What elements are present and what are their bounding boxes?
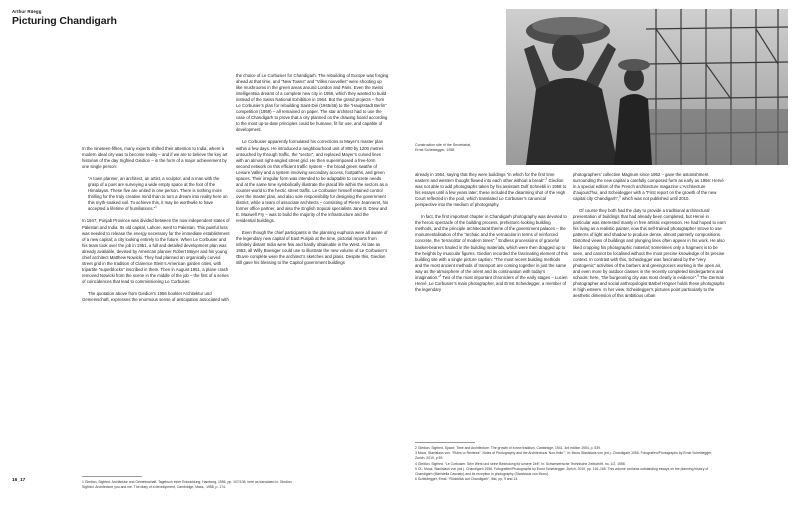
caption-line-2: Ernst Scheidegger, 1958 <box>415 147 455 152</box>
author-name: Arthur Rüegg <box>12 9 42 14</box>
text-run: already in 1954, saying that they were buildings “in which for the first time eastern and western thought flowed into each other without a break”. <box>415 172 555 184</box>
footnotes-left <box>82 476 388 490</box>
paragraph: Le Corbusier apparently formulated his corrections to Mayer’s master plan within a few days. He introduced a neighbourhood unit of 800 by 1200 metres untouched by through traffic, the “sector”, and replaced Mayer’s curved lines with an almost right-angled street grid. He then superimposed a free-form second network on this efficient traffic system – the broad green swathe of Leisure Valley and a system involving secondary access, footpaths, and green spaces. Their irregular form was intended to be adaptable to concrete needs and at the same time symbolically illustrate the placid life within the sectors as a counter-world to the hectic street traffic. Le Corbusier himself retained control over the master plan, and also sole responsibility for designing the government district, while a team of associate architects – consisting of Pierre Jeanneret, his former office partner, and also the English tropical specialists Jane B. Drew and E. Maxwell Fry – was to build the majority of the infrastructure and the residential buildings. <box>236 139 389 224</box>
footnote: 5 Cf.: Moos, Stanislaus von (ed.). Chandigarh 1956. Fotografien/Photographs by Ernst Scheidegger, Zurich, 2010, pp. 116–165. This volume contains outstanding essays on the planning history of Chandigarh (Maristella Casciato) and its reception in photography (Stanislaus von Moos). <box>415 466 709 477</box>
paragraph <box>415 214 568 293</box>
footnote-ref[interactable]: 5 <box>619 194 621 199</box>
paragraph: In the nineteen-fifties, many experts shifted their attention to India, where a modern ideal city was to become reality – and if we are to believe the key art historian of the day Sigfried Giedion – in the form of a major achievement by one single person: <box>82 146 228 170</box>
paragraph: the choice of Le Corbusier for Chandigarh. The rebuilding of Europe was forging ahead at that time, and “New Towns” and “Villes nouvelles” were shooting up like mushrooms in the green areas around London and Paris. Even the Swiss intelligentsia dreamt of a complete new city in 1956, which they wanted to build instead of the Swiss National Exhibition in 1964. But the grand projects – from Le Corbusier’s plan for rebuilding Saint-Dié (1945/46) to the “Hauptstadt Berlin” competition (1959) – all remained on paper. The star architect had to use the case of Chandigarh to prove that a city planned on the drawing board according to the most up-to-date principles could be humane, fit for use, and capable of development. <box>236 73 389 133</box>
text-run: Endless processions of graceful basket-bearers hauled in the building materials, which were then dragged up to the heights by muscular figures. Giedion recorded the fascinating element of this building site with a single picture caption: “The most recent building methods and the most ancient methods of transport are coming together in just the same way as the atmosphere of the orient and its continuation with today’s imagination.” <box>415 238 568 280</box>
footnote: 2 Giedion, Sigfried. Space, Time and Architecture. The growth of a new tradition, Cambridge, 1941, 3rd edition 1954, p. 539. <box>415 446 601 450</box>
footnote-rule <box>415 442 475 443</box>
text-run: In fact, the first important chapter in Chandigarh photography was devoted to the heroic spectacle of the building process, prehistoric-looking building methods, and the principle architectural theme of the government palaces – the monumentalisation of the “archaic and the vernacular in terms of reinforced concrete, the ‘terracotta’ of modern times”. <box>415 214 567 244</box>
footnote-ref[interactable]: 6 <box>697 273 699 278</box>
block-quote <box>88 176 230 212</box>
text-column-2 <box>236 73 389 272</box>
paragraph <box>573 172 726 202</box>
page-number: 16_17 <box>12 478 26 483</box>
text-column-4 <box>573 172 726 305</box>
text-run: which was not published until 2010. <box>620 196 690 202</box>
paragraph <box>573 208 726 299</box>
text-run: Two of the most important chroniclers of the early stages – Lucien Hervé, Le Corbusier’s main photographer, and Ernst Scheidegger, a member of the legendary <box>415 274 568 292</box>
footnotes-right <box>415 442 721 482</box>
quote-text: “A town planner, an architect, an artist, a sculptor, and a man with the grasp of a poet are surveying a wide empty space at the foot of the Himalayas. These five are united in one person. There is nothing more thrilling for the truly creative mind than to turn a dream into reality here on this myth-soaked soil. To achieve this, it may be worthwile to have accepted a lifetime of humiliations.” <box>88 176 228 212</box>
text-column-1 <box>82 146 230 309</box>
text-column-3 <box>415 172 568 299</box>
photo-caption <box>415 143 495 152</box>
footnote: 6 Scheidegger, Ernst. “Rückblick auf Chandigarh”, ibid, pp. 9 and 13. <box>415 477 519 482</box>
paragraph: Even though the chief participants in the planning euphoria were all aware of the legendary new capital of East Punjab at the time, pictorial reports from infinitely distant India were few and hardly obtainable in the West. As late as 1953, all Willy Boesiger could use to illustrate the new volume of Le Corbusier’s Œuvre complète were the architect’s sketches and plans. Despite this, Giedion still gave his blessing to the Capitol government buildings <box>236 230 388 266</box>
footnote-ref[interactable]: 2 <box>545 176 548 181</box>
footnote: Sigfried. Architecture you and me. The diary of a development, Cambridge, Mass., 1958, p. 174. <box>82 485 226 490</box>
footnote-rule <box>82 476 142 477</box>
footnote-ref[interactable]: 4 <box>439 273 442 278</box>
photo-illustration <box>506 9 788 165</box>
footnote: 3 Moos, Stanislaus von. “Ruins or Reviews”. Notes of Photography and the Architectural ‘Non-finito’”, in: Moos Stanislaus von (ed.). Chandigarh 1956. Fotografien/Photographs by Ernst Scheidegger, Zurich, 2010, p 59. <box>415 451 713 461</box>
text-run: The German photographer and social anthropologist Bärbel Högner holds these photographs in high esteem. In her view, Scheidegger’s pictures point particularly to the aesthetic dimension of this ambitious urban <box>573 274 725 298</box>
footnote: 1 Giedion, Sigfried. Architektur und Gemeinschaft. Tagebuch einer Entwicklung, Hamburg, 1956, pp. 107/108; here as translated in: Giedion, <box>82 480 293 484</box>
text-run: photographers’ collective Magnum since 1952 – gave the astonishment surrounding the new capital a carefully composed form as early as 1956: Hervé in a special edition of the French architecture magazine L’Architecture d’aujourd’hui, and Scheidegger with a “First report on the growth of the new capital city Chandigarh”, <box>573 172 724 202</box>
footnote-ref[interactable]: 1 <box>155 205 157 209</box>
text-run: Of course they both had the duty to provide a traditional architectural presentation of buildings that had already been completed, but Hervé in particular was interested mainly in free artistic expression. He had hoped to earn his living as a realistic painter, now this self-trained photographer strove to use patterns of light and shadow to produce dense, almost painterly compositions. Distorted views of buildings and plunging lines often appear in his work. He also liked cropping his photographic material; sometimes only a fragment is to be seen, and cannot be localised without the most precise knowledge of its precise context. In contrast with this, Scheidegger was fascinated by the “very photogenic” activities of the barbers and greengrocers working in the open air, and even more by outdoor classes in the recently completed kindergartens and schools: here, “the burgeoning city was most clearly in evidence”. <box>573 208 726 280</box>
footnote-ref[interactable]: 3 <box>495 237 498 242</box>
caption-line-1: Construction site of the Secretariat, <box>415 143 472 147</box>
footnote: 4 Giedion, Sigfried. “Le Corbusier. Sein Werk und seine Bedeutung für unsere Zeit”, in: Schweizerische Technische Zeitschrift, no. 1/2, 1958. <box>415 461 626 466</box>
paragraph: The quotation above from Giedion’s 1956 booklet Architektur und Gemeinschaft, expresses the enormous sense of anticipation associated with <box>82 290 229 303</box>
paragraph <box>415 172 568 208</box>
article-title: Picturing Chandigarh <box>12 15 117 27</box>
construction-photo <box>506 9 788 165</box>
text-run: Giedion was not able to add photographs taken by his assistant Dolf Schnebli in 1958 to his essays until a few years later; these included the disarming shot of the High Court reflected in the pool, which translated Le Corbusier’s canonical perspective into the medium of photography. <box>415 178 567 208</box>
paragraph: In 1947, Punjab Province was divided between the now independent states of Pakistan and India. Its old capital, Lahore, went to Pakistan. This painful loss was needed to release the energy necessary for the immediate establishment of a new capital; a city looking entirely to the future. When Le Corbusier and his team took over the job in 1951, a full and detailed development plan was already available, devised by American planner Robert Mayer and his young chief architect Matthew Nowicki. They had planned an organically curved street grid in the tradition of Clarence Stein’s American garden cities, with tripartite “superblocks” inscribed in them. Then in August 1951, a plane crash removed Nowicki from the scene in the middle of the job – the first of a series of coincidences that lead to commissioning Le Corbusier. <box>82 218 230 284</box>
